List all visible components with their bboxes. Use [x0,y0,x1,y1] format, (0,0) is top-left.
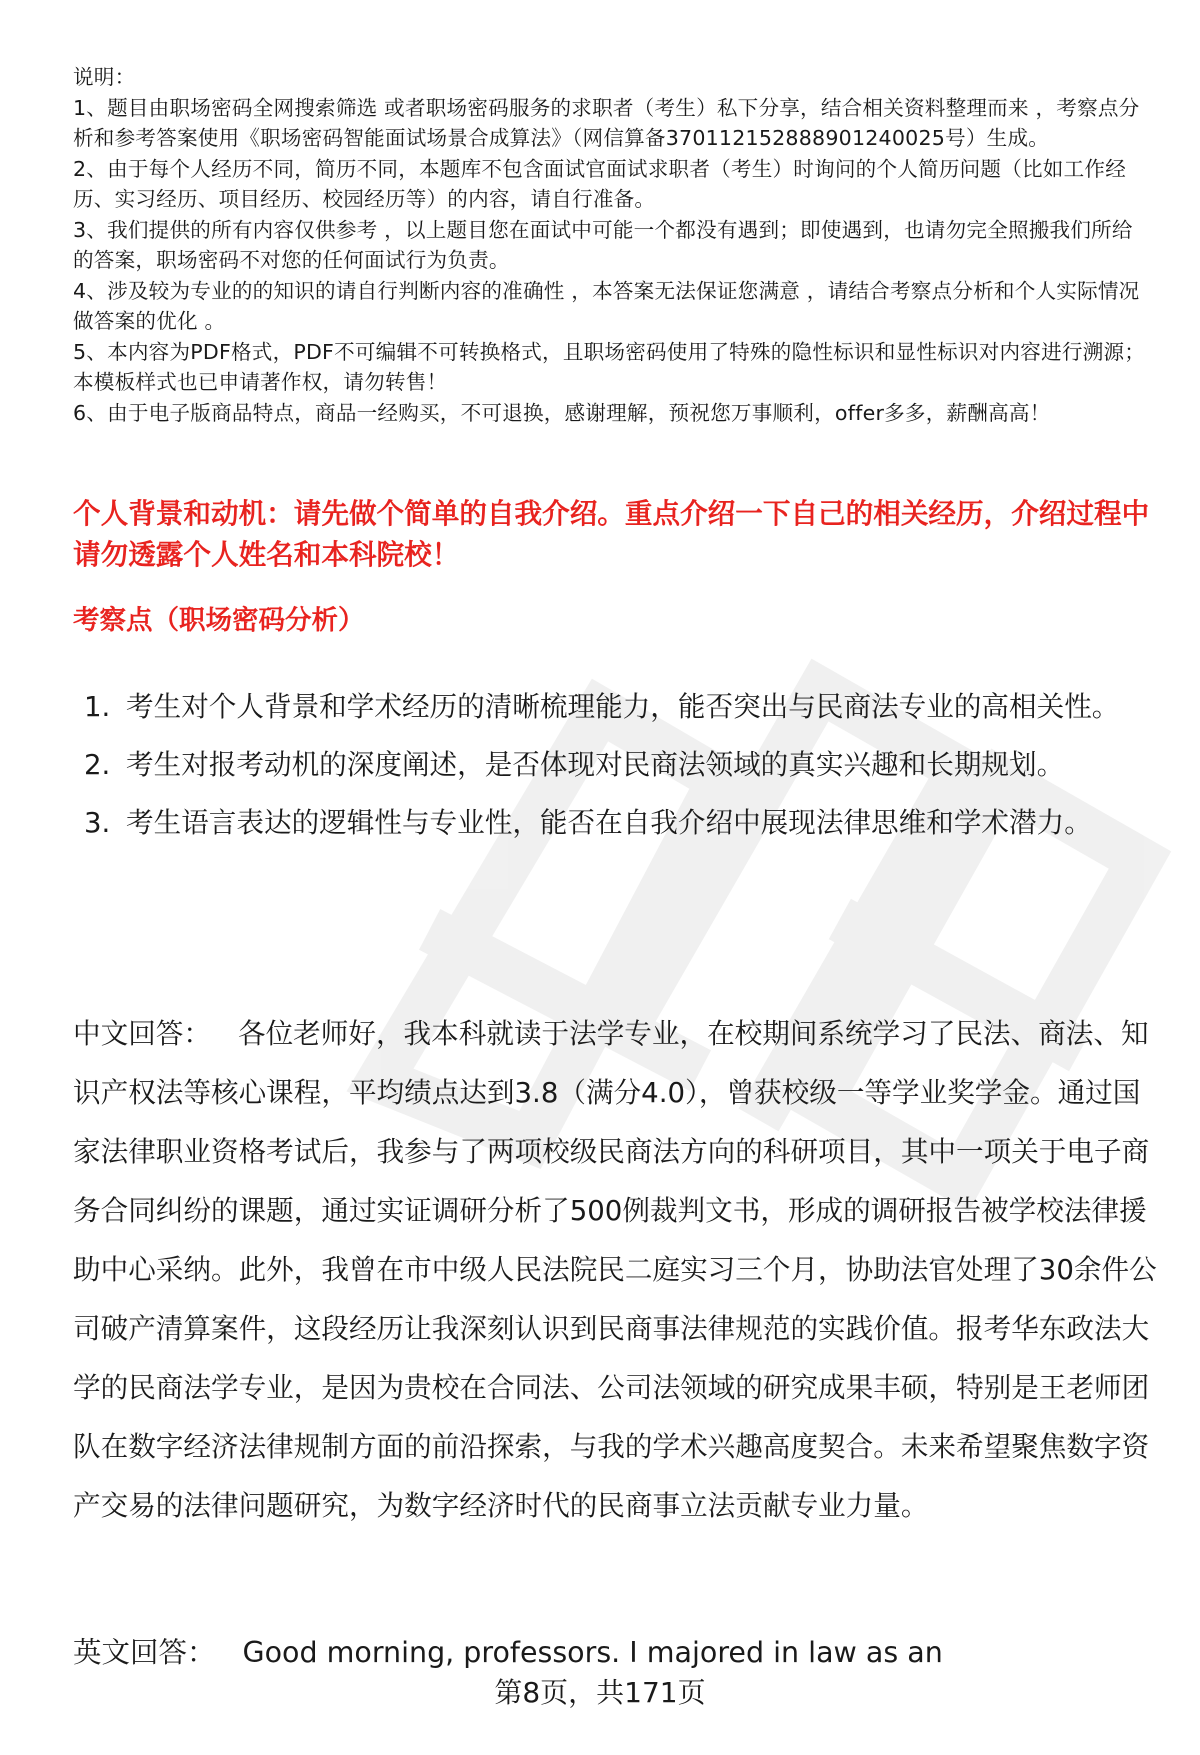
note-item-3: 3、我们提供的所有内容仅供参考 ，以上题目您在面试中可能一个都没有遇到；即使遇到，也请勿完全照搬我们所给的答案，职场密码不对您的任何面试行为负责。 [73,217,1133,272]
note-item-1: 1、题目由职场密码全网搜索筛选 或者职场密码服务的求职者（考生）私下分享，结合相关资料整理而来 ，考察点分析和参考答案使用《职场密码智能面试场景合成算法》（网信算备370112152888901240025号）生成。 [73,95,1140,150]
note-item-5: 5、本内容为PDF格式，PDF不可编辑不可转换格式，且职场密码使用了特殊的隐性标识和显性标识对内容进行溯源；本模板样式也已申请著作权，请勿转售！ [73,339,1146,394]
list-item [84,736,1154,794]
chinese-answer-label: 中文回答： [73,1017,211,1050]
list-item-number: 2. [84,748,111,781]
list-item [84,678,1154,736]
list-item [84,794,1154,852]
analysis-points [84,678,1154,852]
disclaimer-notes [73,62,1153,428]
english-answer-label: 英文回答： [73,1636,216,1669]
list-item-number: 3. [84,806,111,839]
english-answer [73,1633,1153,1673]
note-item-2: 2、由于每个人经历不同，简历不同，本题库不包含面试官面试求职者（考生）时询问的个人简历问题（比如工作经历、实习经历、项目经历、校园经历等）的内容，请自行准备。 [73,156,1126,211]
list-item-number: 1. [84,690,111,723]
note-item-4: 4、涉及较为专业的的知识的请自行判断内容的准确性 ，本答案无法保证您满意 ，请结合考察点分析和个人实际情况做答案的优化 。 [73,278,1140,333]
list-item-text: 考生对个人背景和学术经历的清晰梳理能力，能否突出与民商法专业的高相关性。 [126,690,1120,723]
notes-heading: 说明： [73,65,136,89]
note-item-6: 6、由于电子版商品特点，商品一经购买，不可退换，感谢理解，预祝您万事顺利，offer多多，薪酬高高！ [73,400,1051,425]
question-title: 个人背景和动机：请先做个简单的自我介绍。重点介绍一下自己的相关经历，介绍过程中请勿透露个人姓名和本科院校！ [73,497,1150,571]
page-number: 第8页，共171页 [494,1676,706,1709]
chinese-answer-text: 各位老师好，我本科就读于法学专业，在校期间系统学习了民法、商法、知识产权法等核心课程，平均绩点达到3.8（满分4.0），曾获校级一等学业奖学金。通过国家法律职业资格考试后，我参与了两项校级民商法方向的科研项目，其中一项关于电子商务合同纠纷的课题，通过实证调研分析了500例裁判文书，形成的调研报告被学校法律援助中心采纳。此外，我曾在市中级人民法院民二庭实习三个月，协助法官处理了30余件公司破产清算案件，这段经历让我深刻认识到民商事法律规范的实践价值。报考华东政法大学的民商法学专业，是因为贵校在合同法、公司法领域的研究成果丰硕，特别是王老师团队在数字经济法律规制方面的前沿探索，与我的学术兴趣高度契合。未来希望聚焦数字资产交易的法律问题研究，为数字经济时代的民商事立法贡献专业力量。 [73,1017,1157,1522]
analysis-heading: 考察点（职场密码分析） [73,605,365,636]
chinese-answer [73,1004,1163,1535]
list-item-text: 考生对报考动机的深度阐述，是否体现对民商法领域的真实兴趣和长期规划。 [126,748,1065,781]
english-answer-text: Good morning, professors. I majored in law as an [242,1636,943,1669]
list-item-text: 考生语言表达的逻辑性与专业性，能否在自我介绍中展现法律思维和学术潜力。 [126,806,1092,839]
